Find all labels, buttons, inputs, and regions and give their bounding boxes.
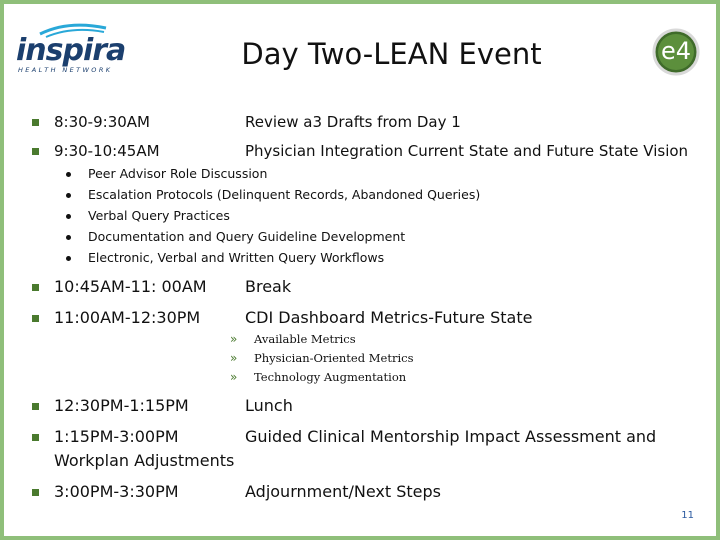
- bullet-dot-icon: [66, 235, 71, 240]
- bullet-dot-icon: [66, 172, 71, 177]
- agenda-desc: Physician Integration Current State and Future State Vision: [245, 142, 689, 160]
- bullet-dot-icon: [66, 214, 71, 219]
- agenda-desc-continuation: Workplan Adjustments: [54, 451, 235, 470]
- agenda-subitem: Escalation Protocols (Delinquent Records, Abandoned Queries): [88, 187, 481, 202]
- bullet-dot-icon: [66, 193, 71, 198]
- logo-subtitle: HEALTH NETWORK: [18, 66, 113, 74]
- agenda-desc: Break: [245, 277, 292, 296]
- agenda-desc: Review a3 Drafts from Day 1: [245, 113, 461, 131]
- agenda-subitem: Technology Augmentation: [254, 370, 407, 384]
- agenda-subitem: Available Metrics: [254, 332, 356, 346]
- agenda-subitem: Verbal Query Practices: [88, 208, 230, 223]
- bullet-dot-icon: [66, 256, 71, 261]
- agenda-subitem: Physician-Oriented Metrics: [254, 351, 414, 365]
- inspira-logo: [16, 22, 128, 74]
- bullet-square-icon: [32, 284, 39, 291]
- bullet-square-icon: [32, 315, 39, 322]
- agenda-time: 10:45AM-11: 00AM: [54, 277, 207, 296]
- slide-title: Day Two-LEAN Event: [241, 37, 542, 71]
- agenda-subitem: Documentation and Query Guideline Development: [88, 229, 406, 244]
- agenda-desc: CDI Dashboard Metrics-Future State: [245, 308, 533, 327]
- agenda-time: 8:30-9:30AM: [54, 113, 150, 131]
- agenda-desc: Lunch: [245, 396, 293, 415]
- agenda-subitem: Peer Advisor Role Discussion: [88, 166, 268, 181]
- e4-badge-text: e4: [660, 37, 692, 65]
- chevron-right-icon: »: [230, 332, 238, 346]
- logo-wordmark: inspira: [16, 33, 126, 68]
- agenda-desc: Adjournment/Next Steps: [245, 482, 441, 501]
- bullet-square-icon: [32, 403, 39, 410]
- bullet-square-icon: [32, 148, 39, 155]
- page-number: 11: [681, 510, 694, 521]
- e4-badge: [652, 28, 700, 80]
- agenda-time: 3:00PM-3:30PM: [54, 482, 179, 501]
- agenda-time: 12:30PM-1:15PM: [54, 396, 189, 415]
- agenda-time: 11:00AM-12:30PM: [54, 308, 201, 327]
- agenda-time: 9:30-10:45AM: [54, 142, 160, 160]
- bullet-square-icon: [32, 489, 39, 496]
- bullet-square-icon: [32, 434, 39, 441]
- agenda-time: 1:15PM-3:00PM: [54, 427, 179, 446]
- chevron-right-icon: »: [230, 351, 238, 365]
- agenda-desc: Guided Clinical Mentorship Impact Assessment and: [245, 427, 657, 446]
- chevron-right-icon: »: [230, 370, 238, 384]
- bullet-square-icon: [32, 119, 39, 126]
- agenda-subitem: Electronic, Verbal and Written Query Workflows: [88, 250, 385, 265]
